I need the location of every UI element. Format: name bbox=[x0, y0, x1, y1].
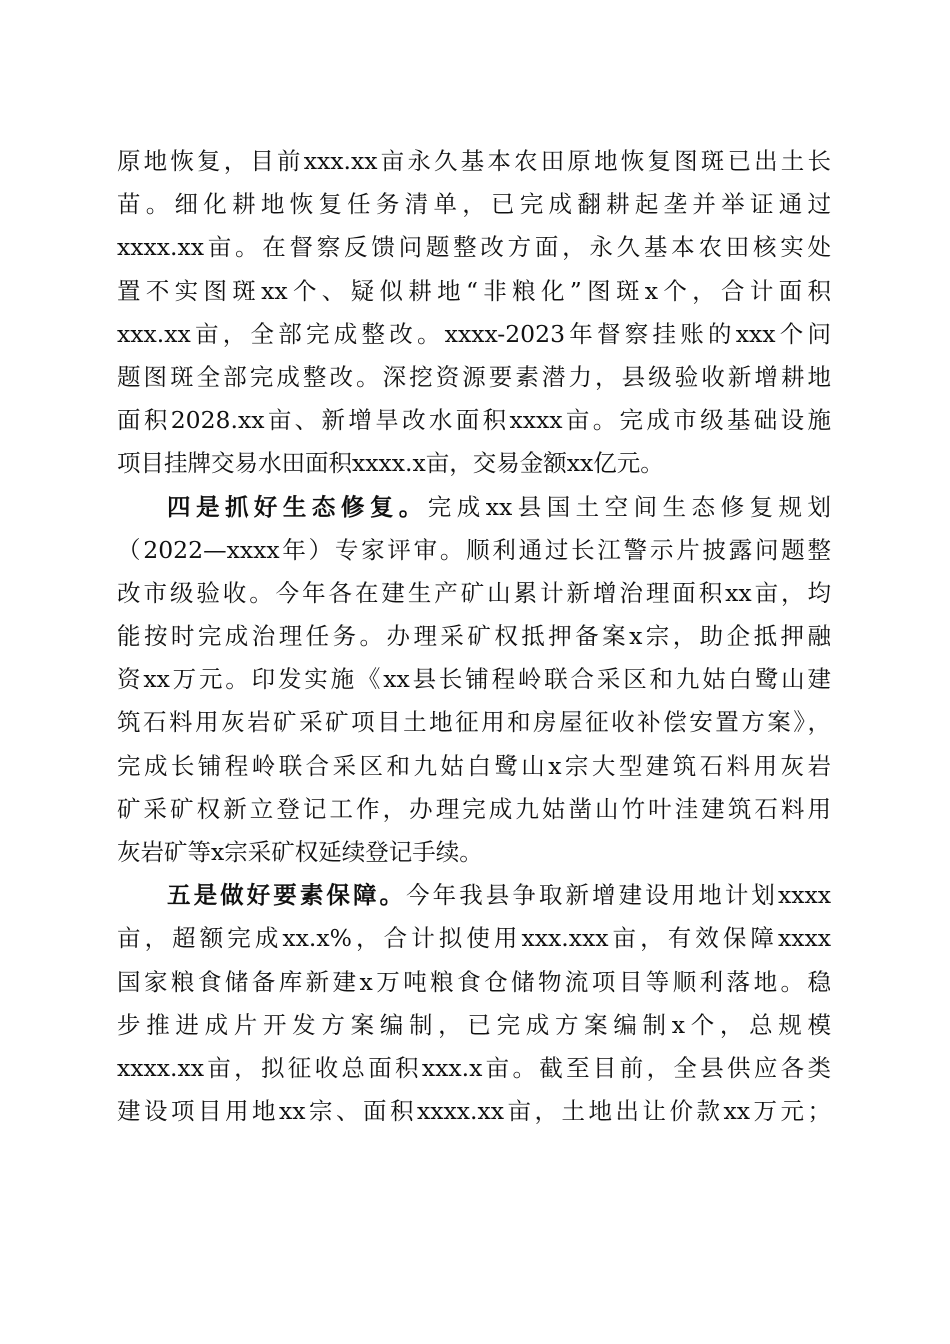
text-line: 能按时完成治理任务。办理采矿权抵押备案x宗，助企抵押融 bbox=[117, 622, 831, 651]
paragraph-lead: 四是抓好生态修复。 bbox=[167, 492, 428, 521]
text-line: 亩，超额完成xx.x%，合计拟使用xxx.xxx亩，有效保障xxxx bbox=[117, 924, 831, 953]
text-line: 矿采矿权新立登记工作，办理完成九姑凿山竹叶洼建筑石料用 bbox=[117, 794, 831, 823]
text-line: （2022—xxxx年）专家评审。顺利通过长江警示片披露问题整 bbox=[117, 535, 831, 564]
text-run: 完成xx县国土空间生态修复规划 bbox=[427, 492, 831, 521]
text-line: 原地恢复，目前xxx.xx亩永久基本农田原地恢复图斑已出土长 bbox=[117, 147, 831, 175]
paragraph-factor-guarantee bbox=[117, 874, 831, 1133]
text-line: 资xx万元。印发实施《xx县长铺程岭联合采区和九姑白鹭山建 bbox=[117, 665, 831, 694]
text-line: 项目挂牌交易水田面积xxxx.x亩，交易金额xx亿元。 bbox=[117, 449, 664, 478]
text-line: 灰岩矿等x宗采矿权延续登记手续。 bbox=[117, 838, 483, 866]
body-text bbox=[117, 140, 831, 1133]
text-line: xxxx.xx亩。在督察反馈问题整改方面，永久基本农田核实处 bbox=[117, 233, 831, 262]
paragraph-lead: 五是做好要素保障。 bbox=[167, 881, 407, 910]
paragraph-ecological-restoration bbox=[117, 486, 831, 875]
text-line: 国家粮食储备库新建x万吨粮食仓储物流项目等顺利落地。稳 bbox=[117, 967, 831, 996]
text-line: 苗。细化耕地恢复任务清单，已完成翻耕起垄并举证通过 bbox=[117, 190, 831, 219]
text-line: 完成长铺程岭联合采区和九姑白鹭山x宗大型建筑石料用灰岩 bbox=[117, 751, 831, 780]
text-line: 题图斑全部完成整改。深挖资源要素潜力，县级验收新增耕地 bbox=[117, 362, 831, 391]
text-run: 今年我县争取新增建设用地计划xxxx bbox=[406, 881, 832, 910]
text-line: 改市级验收。今年各在建生产矿山累计新增治理面积xx亩，均 bbox=[117, 578, 831, 607]
paragraph-land-restoration bbox=[117, 140, 831, 486]
text-line: 建设项目用地xx宗、面积xxxx.xx亩，土地出让价款xx万元； bbox=[117, 1097, 831, 1126]
text-line: xxxx.xx亩，拟征收总面积xxx.x亩。截至目前，全县供应各类 bbox=[117, 1053, 831, 1082]
text-line: 筑石料用灰岩矿采矿项目土地征用和房屋征收补偿安置方案》， bbox=[117, 708, 831, 737]
text-line bbox=[117, 874, 831, 917]
text-line bbox=[117, 486, 831, 529]
text-line: 置不实图斑xx个、疑似耕地“非粮化”图斑x个，合计面积 bbox=[117, 276, 831, 305]
text-line: 步推进成片开发方案编制，已完成方案编制x个，总规模 bbox=[117, 1010, 831, 1039]
text-line: xxx.xx亩，全部完成整改。xxxx-2023年督察挂账的xxx个问 bbox=[117, 319, 831, 348]
text-line: 面积2028.xx亩、新增旱改水面积xxxx亩。完成市级基础设施 bbox=[117, 406, 831, 435]
